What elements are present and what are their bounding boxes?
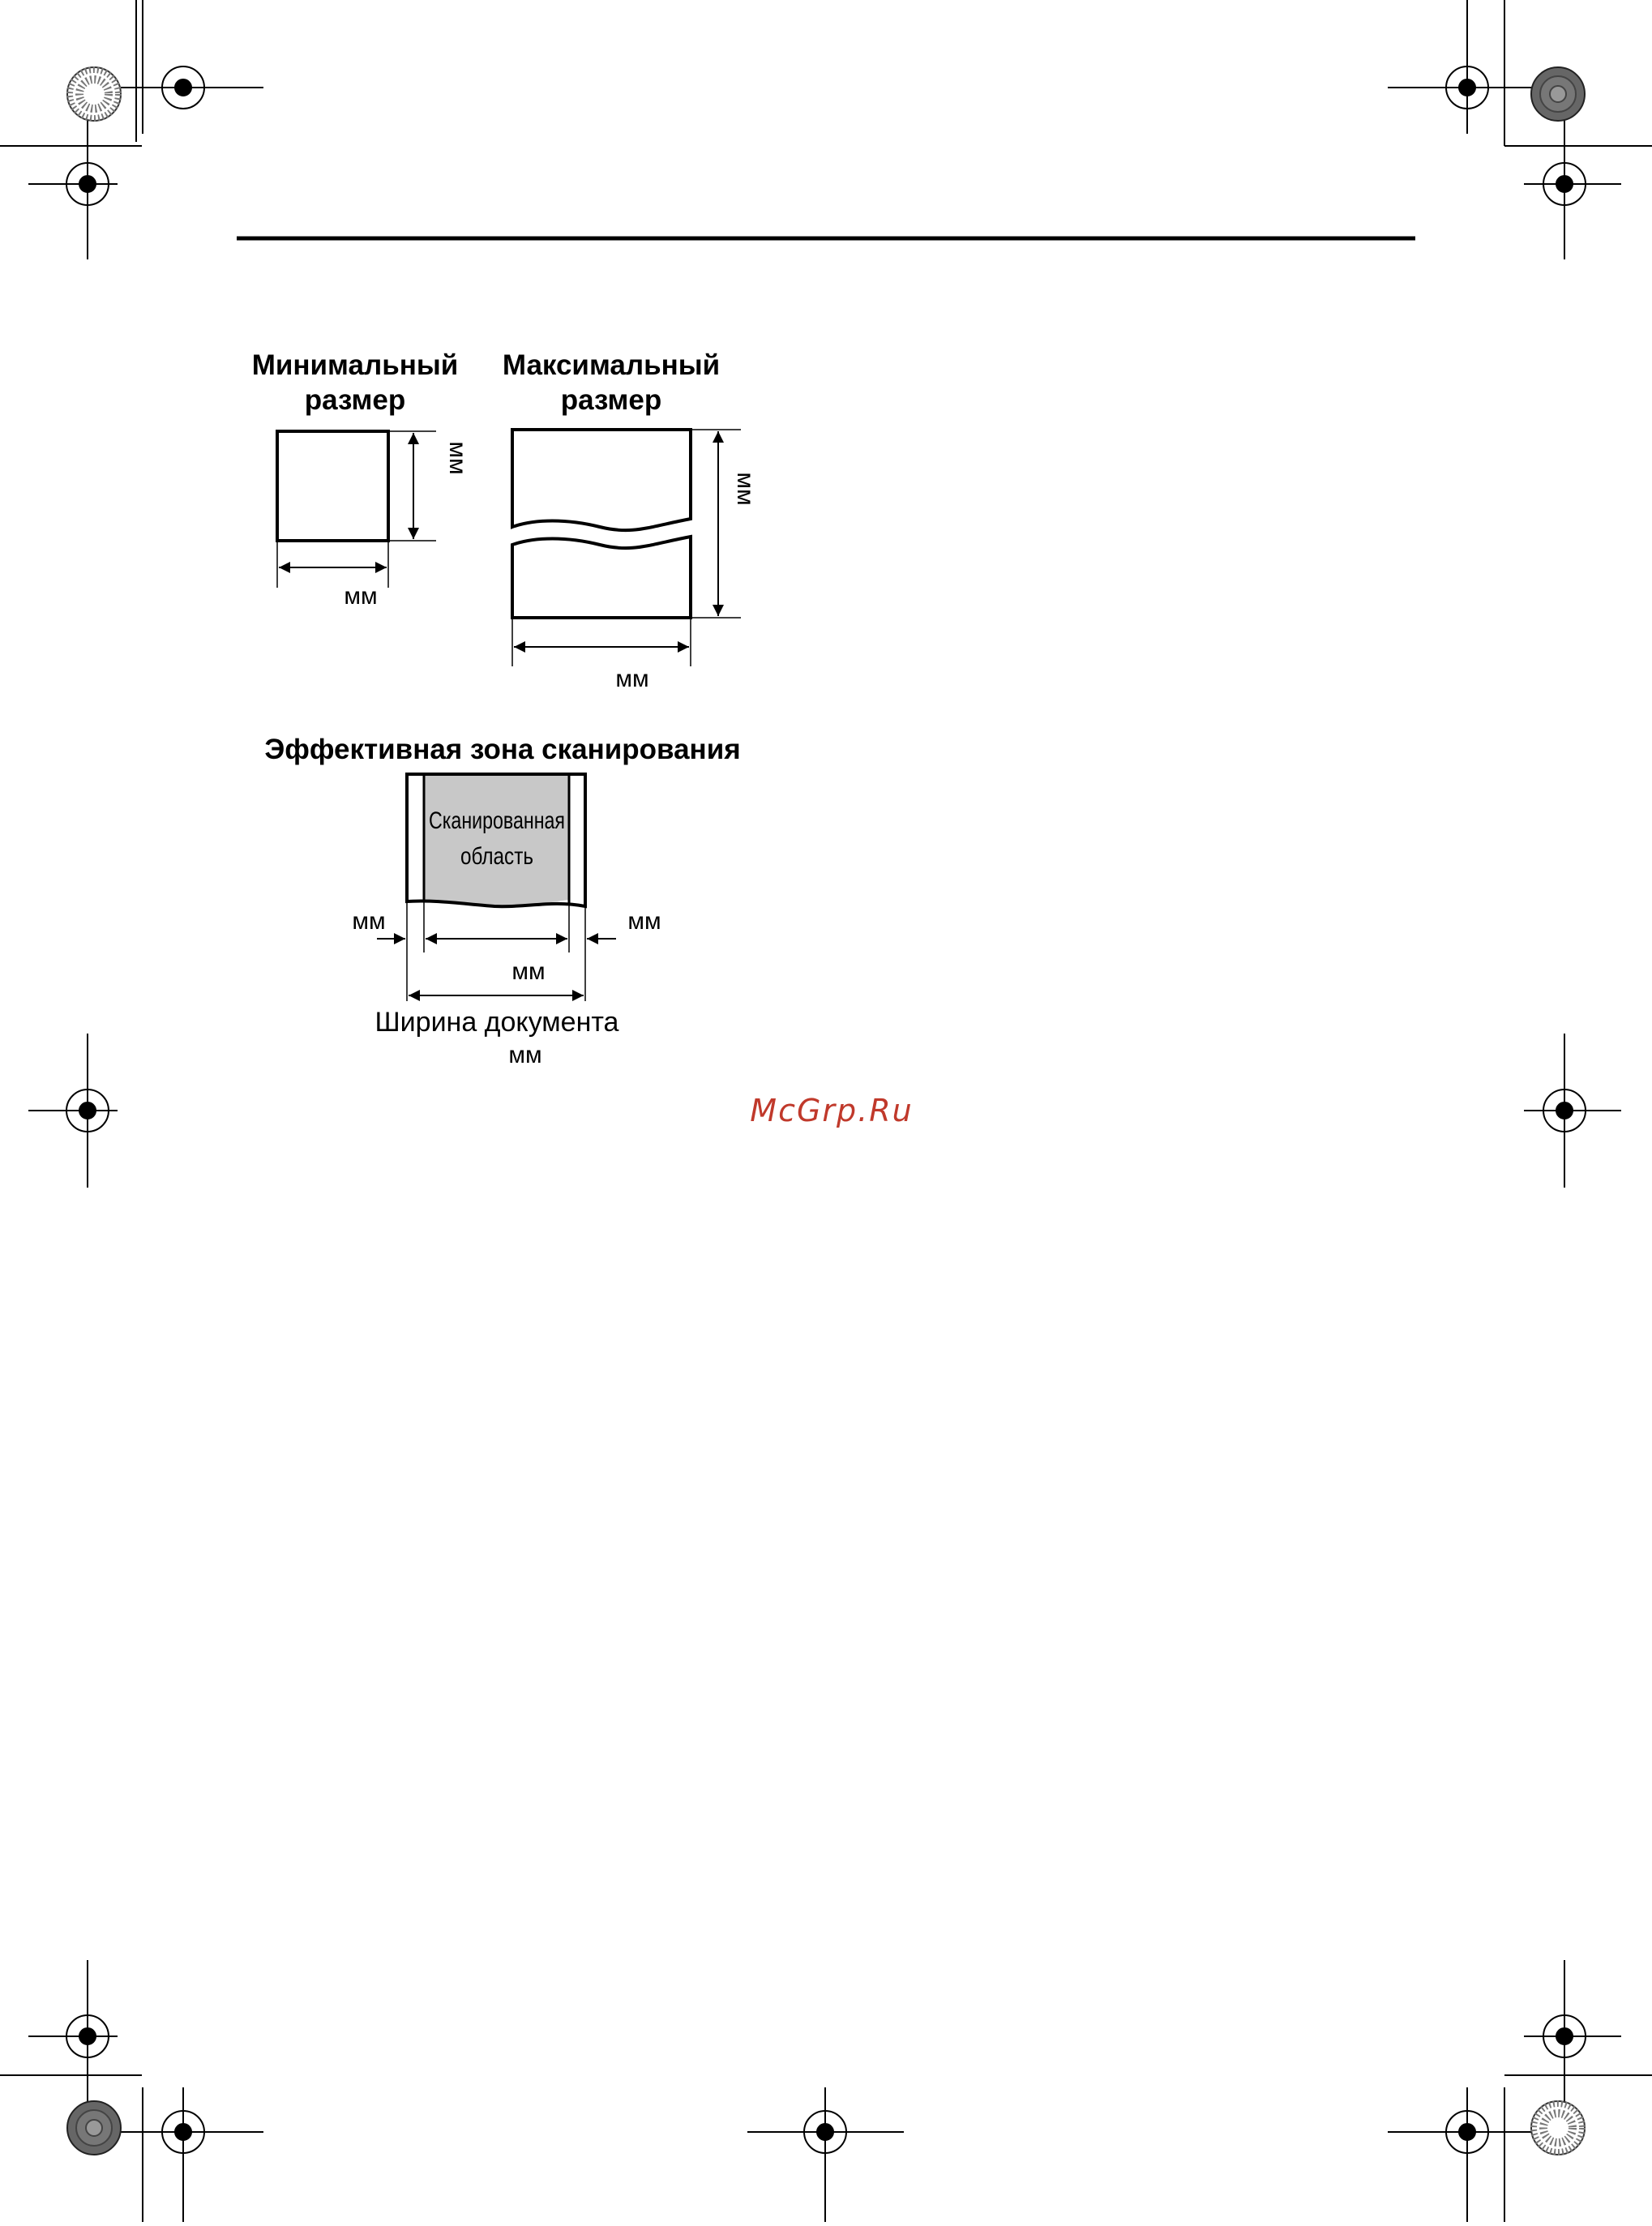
- min-size-heading-line1: Минимальный: [251, 349, 459, 381]
- max-size-diagram: [512, 430, 759, 692]
- scanned-width-unit: мм: [511, 958, 546, 985]
- scanned-area-label-line1: Сканированная: [429, 807, 565, 834]
- left-margin-unit: мм: [352, 908, 386, 935]
- max-document-bottom-part: [512, 537, 691, 618]
- calibration-dial-icon: [1531, 67, 1585, 121]
- min-height-unit: мм: [444, 441, 471, 475]
- scanned-area-label-line2: область: [460, 843, 533, 870]
- right-margin-unit: мм: [627, 908, 661, 935]
- document-width-unit: мм: [508, 1042, 542, 1068]
- crosshair-icon: [28, 1034, 118, 1188]
- calibration-dial-icon: [67, 2101, 121, 2155]
- max-size-heading-line1: Максимальный: [502, 349, 721, 381]
- max-width-unit: мм: [615, 666, 649, 692]
- max-height-unit: мм: [732, 472, 759, 506]
- calibration-dial-icon: [1531, 2101, 1585, 2155]
- crosshair-icon: [0, 1960, 142, 2116]
- crosshair-icon: [0, 113, 142, 259]
- crosshair-icon: [97, 0, 263, 142]
- scan-zone-diagram: [352, 774, 661, 1068]
- min-size-heading-line2: размер: [304, 384, 406, 416]
- min-width-unit: мм: [344, 583, 378, 610]
- crosshair-icon: [1504, 1960, 1652, 2116]
- scan-zone-heading: Эффективная зона сканирования: [264, 734, 741, 765]
- max-size-heading-line2: размер: [560, 384, 662, 416]
- watermark-logo: McGrp.Ru: [750, 1093, 914, 1128]
- crosshair-icon: [1388, 0, 1652, 146]
- crosshair-icon: [1524, 113, 1621, 259]
- document-width-label: Ширина документа: [374, 1007, 619, 1038]
- min-document-outline: [277, 431, 388, 541]
- crosshair-icon: [747, 2087, 904, 2222]
- scanned-area-fill: [424, 774, 569, 907]
- crosshair-icon: [1524, 1034, 1621, 1188]
- max-document-top-part: [512, 430, 691, 530]
- crosshair-icon: [97, 2087, 263, 2222]
- calibration-dial-icon: [67, 67, 121, 121]
- crosshair-icon: [1388, 2087, 1556, 2222]
- min-size-diagram: [277, 431, 471, 610]
